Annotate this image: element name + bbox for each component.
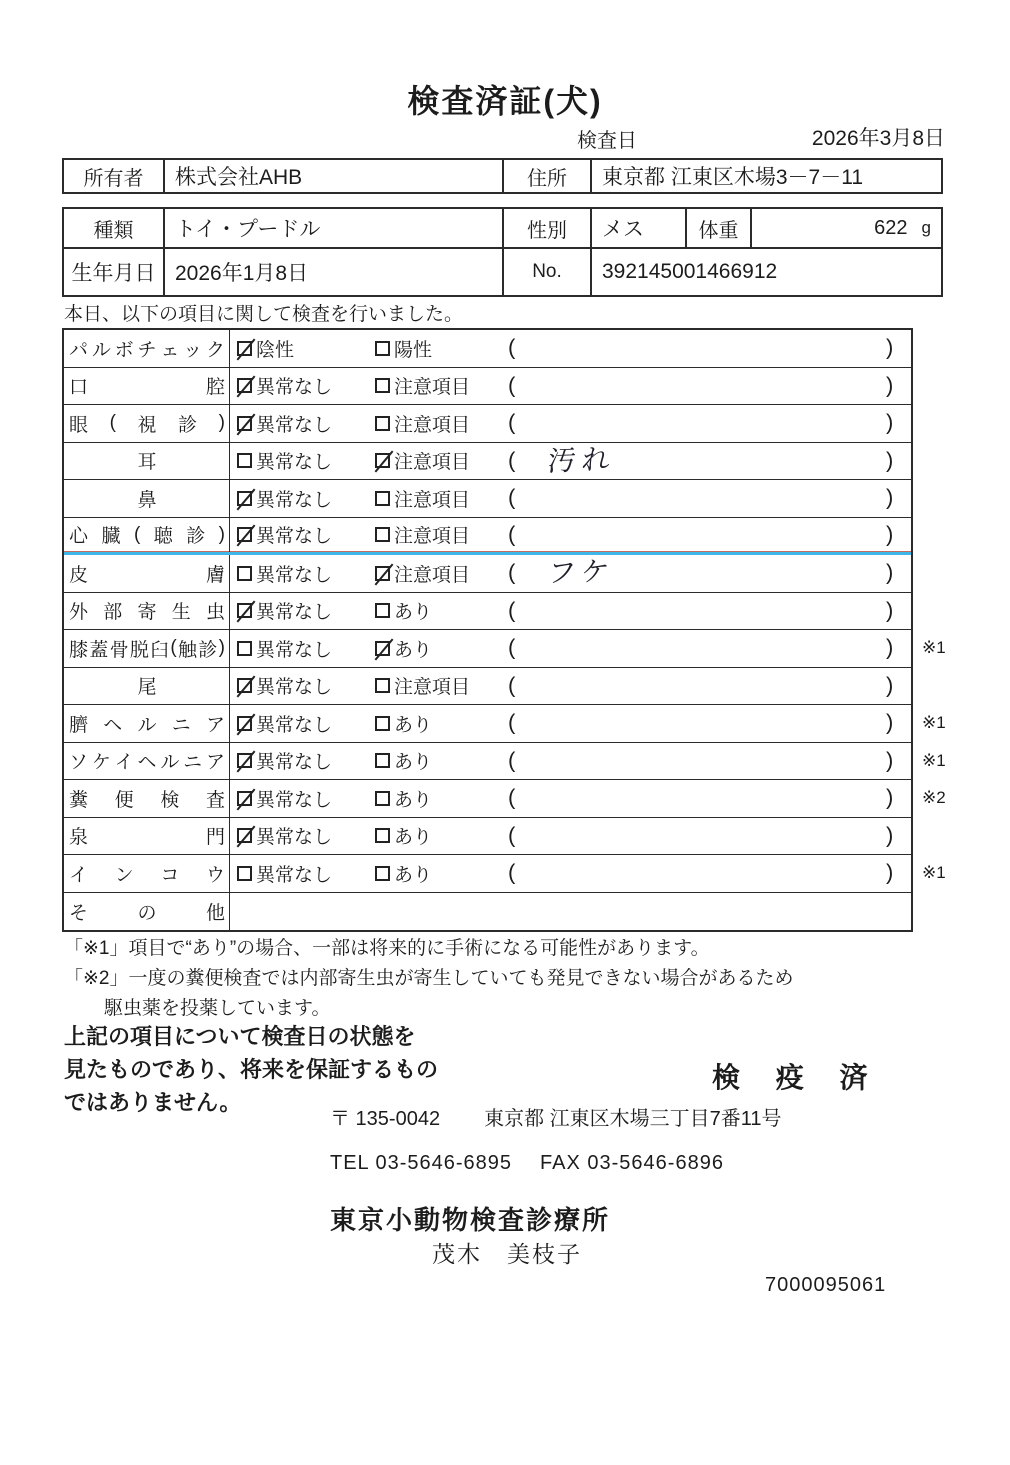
reference-mark: ※1 xyxy=(922,863,946,883)
item-label-char: 虫 xyxy=(205,602,225,624)
empty-checkbox xyxy=(237,866,252,881)
checklist-row xyxy=(64,368,911,406)
result-option-1 xyxy=(237,368,332,405)
clinic-tel: TEL 03-5646-6895 xyxy=(330,1152,513,1174)
clinic-fax: FAX 03-5646-6896 xyxy=(540,1152,724,1174)
note-paren-close: ) xyxy=(886,709,894,735)
result-option-2 xyxy=(375,780,432,817)
note-paren-open: ( xyxy=(508,709,516,735)
sex-value: メス xyxy=(592,209,687,247)
result-option-2 xyxy=(375,668,470,705)
item-label-char: 診 xyxy=(198,639,218,661)
item-result-cell xyxy=(230,818,911,855)
note-paren-open: ( xyxy=(508,747,516,773)
item-label-char: 他 xyxy=(205,902,225,924)
result-option-2 xyxy=(375,555,470,592)
note-paren-close: ) xyxy=(886,521,894,547)
item-result-cell xyxy=(230,518,911,553)
no-label: No. xyxy=(504,249,592,295)
item-result-cell xyxy=(230,668,911,705)
checked-checkbox xyxy=(237,416,252,431)
item-label-char: 蓋 xyxy=(89,639,109,661)
checklist-row xyxy=(64,555,911,593)
checked-checkbox xyxy=(237,491,252,506)
option-1-label: 異常なし xyxy=(256,489,333,511)
birth-value: 2026年1月8日 xyxy=(165,249,504,295)
item-label-char: ソ xyxy=(69,752,89,774)
item-label xyxy=(64,893,230,931)
owner-table xyxy=(62,158,943,194)
item-label-char: ェ xyxy=(160,339,180,361)
item-label-char: 寄 xyxy=(137,602,157,624)
item-result-cell xyxy=(230,705,911,742)
breed-label: 種類 xyxy=(64,209,165,247)
reference-mark: ※2 xyxy=(922,788,946,808)
pet-info-row-1 xyxy=(64,209,941,249)
item-label-char: イ xyxy=(69,864,89,886)
result-option-1 xyxy=(237,855,332,892)
option-1-label: 陰性 xyxy=(256,339,295,361)
item-result-cell xyxy=(230,630,911,667)
result-option-1 xyxy=(237,818,332,855)
item-label-char: ウ xyxy=(205,864,225,886)
quarantine-stamp: 検 疫 済 xyxy=(712,1062,882,1093)
note-paren-close: ) xyxy=(886,334,894,360)
note-paren-open: ( xyxy=(508,334,516,360)
item-label-char: 口 xyxy=(69,377,89,399)
checked-checkbox xyxy=(375,566,390,581)
item-label-char: ヘ xyxy=(137,752,157,774)
page-title: 検査済証(犬) xyxy=(407,83,603,119)
option-2-label: あり xyxy=(394,639,433,661)
option-1-label: 異常なし xyxy=(256,526,333,548)
result-option-2 xyxy=(375,593,432,630)
serial-number: 7000095061 xyxy=(765,1274,887,1296)
checklist-row xyxy=(64,443,911,481)
option-2-label: 注意項目 xyxy=(394,489,471,511)
note-paren-open: ( xyxy=(508,597,516,623)
item-label-char: 臼 xyxy=(150,639,170,661)
clinic-postal-code: 〒 135-0042 xyxy=(330,1108,441,1130)
checked-checkbox xyxy=(237,791,252,806)
note-paren-open: ( xyxy=(508,672,516,698)
checked-checkbox xyxy=(237,378,252,393)
result-option-1 xyxy=(237,668,332,705)
address-value: 東京都 江東区木場3－7－11 xyxy=(602,166,863,189)
item-result-cell xyxy=(230,743,911,780)
item-label xyxy=(64,705,230,742)
reference-mark: ※1 xyxy=(922,638,946,658)
item-label-char: ア xyxy=(205,714,225,736)
empty-checkbox xyxy=(375,491,390,506)
checked-checkbox xyxy=(237,603,252,618)
result-option-2 xyxy=(375,705,432,742)
item-label-char: 膚 xyxy=(205,564,225,586)
item-label xyxy=(64,555,230,592)
checklist-row xyxy=(64,818,911,856)
note-paren-open: ( xyxy=(508,372,516,398)
item-label-char: ( xyxy=(170,637,177,659)
item-label-char: コ xyxy=(160,864,180,886)
checked-checkbox xyxy=(237,716,252,731)
empty-checkbox xyxy=(375,416,390,431)
item-result-cell xyxy=(230,555,911,592)
option-2-label: あり xyxy=(394,864,433,886)
result-option-1 xyxy=(237,743,332,780)
result-option-1 xyxy=(237,780,332,817)
empty-checkbox xyxy=(375,828,390,843)
checked-checkbox xyxy=(237,341,252,356)
empty-checkbox xyxy=(237,453,252,468)
disclaimer-line-1: 上記の項目について検査日の状態を xyxy=(64,1024,416,1049)
exam-date-label: 検査日 xyxy=(577,130,637,152)
checked-checkbox xyxy=(375,453,390,468)
weight-label: 体重 xyxy=(687,209,752,247)
option-1-label: 異常なし xyxy=(256,827,333,849)
owner-value: 株式会社AHB xyxy=(165,160,504,192)
note-paren-close: ) xyxy=(886,559,894,585)
checklist-row xyxy=(64,705,946,743)
note-paren-open: ( xyxy=(508,634,516,660)
empty-checkbox xyxy=(375,527,390,542)
note-paren-open: ( xyxy=(508,559,516,585)
item-label-char: 聴 xyxy=(153,526,173,548)
option-1-label: 異常なし xyxy=(256,677,333,699)
result-option-1 xyxy=(237,593,332,630)
item-label-char: 尾 xyxy=(137,677,157,699)
item-label-char: 査 xyxy=(205,789,225,811)
item-label xyxy=(64,480,230,517)
note-paren-close: ) xyxy=(886,447,894,473)
item-label-char: ( xyxy=(109,412,116,434)
item-label-char: そ xyxy=(69,902,89,924)
empty-checkbox xyxy=(375,716,390,731)
result-option-2 xyxy=(375,518,470,553)
result-option-1 xyxy=(237,405,332,442)
item-label-char: ) xyxy=(218,412,225,434)
item-label-char: 皮 xyxy=(69,564,89,586)
item-label-char: ル xyxy=(137,714,157,736)
item-label-char: 腔 xyxy=(205,377,225,399)
option-2-label: 注意項目 xyxy=(394,414,471,436)
note-paren-close: ) xyxy=(886,372,894,398)
item-label xyxy=(64,443,230,480)
handwritten-note: 汚れ xyxy=(546,443,618,477)
result-option-1 xyxy=(237,443,332,480)
option-1-label: 異常なし xyxy=(256,864,333,886)
item-label-char: ニ xyxy=(171,714,191,736)
checklist-row xyxy=(64,893,911,931)
empty-checkbox xyxy=(237,566,252,581)
item-label xyxy=(64,780,230,817)
item-label-char: 門 xyxy=(205,827,225,849)
empty-checkbox xyxy=(375,866,390,881)
checklist-row xyxy=(64,518,911,556)
option-2-label: 注意項目 xyxy=(394,377,471,399)
item-label-char: ( xyxy=(133,523,141,545)
item-label-char: 泉 xyxy=(69,827,89,849)
note-paren-close: ) xyxy=(886,784,894,810)
checked-checkbox xyxy=(237,753,252,768)
item-label-char: 臍 xyxy=(69,714,89,736)
note-paren-open: ( xyxy=(508,521,516,547)
item-label-char: ボ xyxy=(114,339,134,361)
item-result-cell xyxy=(230,855,911,892)
note-paren-open: ( xyxy=(508,784,516,810)
item-label-char: ニ xyxy=(183,752,203,774)
note-paren-close: ) xyxy=(886,634,894,660)
item-label xyxy=(64,518,230,553)
option-1-label: 異常なし xyxy=(256,564,333,586)
weight-value: 622 xyxy=(874,216,908,239)
checklist-row xyxy=(64,480,911,518)
note-paren-open: ( xyxy=(508,447,516,473)
checked-checkbox xyxy=(237,678,252,693)
option-2-label: 注意項目 xyxy=(394,564,471,586)
option-2-label: 注意項目 xyxy=(394,452,471,474)
owner-label: 所有者 xyxy=(64,160,165,192)
item-label-char: ク xyxy=(205,339,225,361)
clinic-address: 東京都 江東区木場三丁目7番11号 xyxy=(484,1108,782,1130)
item-label-char: 触 xyxy=(178,639,198,661)
note-paren-open: ( xyxy=(508,859,516,885)
no-value: 392145001466912 xyxy=(602,260,778,283)
checklist-table xyxy=(62,328,946,932)
item-label-char: ) xyxy=(218,523,225,545)
weight-cell xyxy=(752,209,941,247)
item-result-cell xyxy=(230,330,911,367)
checklist-row xyxy=(64,630,946,668)
item-label xyxy=(64,368,230,405)
empty-checkbox xyxy=(375,791,390,806)
note-paren-close: ) xyxy=(886,859,894,885)
option-2-label: あり xyxy=(394,789,433,811)
option-1-label: 異常なし xyxy=(256,714,333,736)
item-label-char: イ xyxy=(114,752,134,774)
disclaimer-line-3: ではありません。 xyxy=(64,1090,242,1115)
item-label xyxy=(64,743,230,780)
option-2-label: 陽性 xyxy=(394,339,433,361)
item-result-cell xyxy=(230,893,911,931)
item-label xyxy=(64,630,230,667)
item-label-char: ル xyxy=(160,752,180,774)
item-label-char: 糞 xyxy=(69,789,89,811)
reference-mark: ※1 xyxy=(922,713,946,733)
item-label-char: 心 xyxy=(69,526,89,548)
result-option-1 xyxy=(237,630,332,667)
option-1-label: 異常なし xyxy=(256,602,333,624)
result-option-1 xyxy=(237,330,294,367)
item-label-char: 視 xyxy=(137,414,157,436)
item-label xyxy=(64,330,230,367)
item-label xyxy=(64,818,230,855)
result-option-2 xyxy=(375,368,470,405)
item-result-cell xyxy=(230,443,911,480)
option-1-label: 異常なし xyxy=(256,639,333,661)
breed-value: トイ・プードル xyxy=(165,209,504,247)
result-option-2 xyxy=(375,855,432,892)
reference-mark: ※1 xyxy=(922,750,946,770)
intro-text: 本日、以下の項目に関して検査を行いました。 xyxy=(64,304,464,325)
option-1-label: 異常なし xyxy=(256,414,333,436)
result-option-1 xyxy=(237,705,332,742)
item-label-char: ) xyxy=(218,637,225,659)
clinic-name: 東京小動物検査診療所 xyxy=(330,1205,611,1235)
item-label xyxy=(64,668,230,705)
note-paren-open: ( xyxy=(508,822,516,848)
note-paren-close: ) xyxy=(886,409,894,435)
exam-date-value: 2026年3月8日 xyxy=(811,127,945,150)
item-label-char: 検 xyxy=(160,789,180,811)
option-2-label: あり xyxy=(394,752,433,774)
item-result-cell xyxy=(230,780,911,817)
item-label-char: ル xyxy=(91,339,111,361)
empty-checkbox xyxy=(375,378,390,393)
item-label-char: チ xyxy=(137,339,157,361)
item-label-char: 診 xyxy=(178,414,198,436)
checklist-row xyxy=(64,668,911,706)
pet-info-row-2 xyxy=(64,249,941,295)
result-option-2 xyxy=(375,443,470,480)
empty-checkbox xyxy=(375,341,390,356)
birth-label: 生年月日 xyxy=(64,249,165,295)
result-option-2 xyxy=(375,405,470,442)
item-label-char: ヘ xyxy=(103,714,123,736)
checklist-row xyxy=(64,855,946,893)
note-paren-close: ) xyxy=(886,484,894,510)
item-label-char: 便 xyxy=(114,789,134,811)
clinic-address-line xyxy=(330,1102,782,1131)
note-paren-close: ) xyxy=(886,747,894,773)
checklist-row xyxy=(64,593,911,631)
item-label-char: 骨 xyxy=(109,639,129,661)
sex-label: 性別 xyxy=(504,209,592,247)
item-label-char: ン xyxy=(114,864,134,886)
empty-checkbox xyxy=(375,678,390,693)
option-2-label: あり xyxy=(394,714,433,736)
item-label-char: 膝 xyxy=(69,639,89,661)
footnote-1: 「※1」項目で“あり”の場合、一部は将来的に手術になる可能性があります。 xyxy=(64,938,710,959)
item-label-char: ア xyxy=(205,752,225,774)
option-1-label: 異常なし xyxy=(256,752,333,774)
note-paren-close: ) xyxy=(886,597,894,623)
item-result-cell xyxy=(230,593,911,630)
item-label xyxy=(64,593,230,630)
address-label: 住所 xyxy=(504,160,592,192)
footnote-2: 「※2」一度の糞便検査では内部寄生虫が寄生していても発見できない場合があるため xyxy=(64,968,794,989)
checklist-row xyxy=(64,330,911,368)
item-label-char: ケ xyxy=(91,752,111,774)
checklist-row xyxy=(64,743,946,781)
result-option-2 xyxy=(375,480,470,517)
item-label-char: 外 xyxy=(69,602,89,624)
clinic-tel-line xyxy=(330,1152,724,1175)
note-paren-close: ) xyxy=(886,672,894,698)
handwritten-note: フケ xyxy=(546,555,617,590)
empty-checkbox xyxy=(237,641,252,656)
checked-checkbox xyxy=(237,527,252,542)
option-2-label: あり xyxy=(394,602,433,624)
empty-checkbox xyxy=(375,753,390,768)
pet-info-table xyxy=(62,207,943,297)
option-2-label: 注意項目 xyxy=(394,677,471,699)
item-label-char: 鼻 xyxy=(137,489,157,511)
item-label-char: 生 xyxy=(171,602,191,624)
checklist-row xyxy=(64,405,911,443)
checklist-row xyxy=(64,780,946,818)
item-label-char: 脱 xyxy=(129,639,149,661)
item-label-char: の xyxy=(137,902,157,924)
item-label-char: 眼 xyxy=(69,414,89,436)
empty-checkbox xyxy=(375,603,390,618)
weight-unit: g xyxy=(921,218,931,237)
item-result-cell xyxy=(230,405,911,442)
item-label-char: ッ xyxy=(183,339,203,361)
footnotes xyxy=(64,934,794,1024)
option-1-label: 異常なし xyxy=(256,377,333,399)
note-paren-close: ) xyxy=(886,822,894,848)
result-option-1 xyxy=(237,480,332,517)
note-paren-open: ( xyxy=(508,484,516,510)
result-option-2 xyxy=(375,818,432,855)
item-label-char: 臓 xyxy=(101,526,121,548)
result-option-2 xyxy=(375,743,432,780)
examiner-name: 茂木 美枝子 xyxy=(432,1241,582,1267)
result-option-1 xyxy=(237,518,332,553)
result-option-1 xyxy=(237,555,332,592)
item-label xyxy=(64,855,230,892)
item-result-cell xyxy=(230,368,911,405)
disclaimer-line-2: 見たものであり、将来を保証するもの xyxy=(64,1057,439,1082)
option-1-label: 異常なし xyxy=(256,789,333,811)
item-label-char: 耳 xyxy=(137,452,157,474)
checked-checkbox xyxy=(237,828,252,843)
item-label-char: パ xyxy=(69,339,89,361)
footnote-2-continued: 駆虫薬を投薬しています。 xyxy=(104,998,331,1019)
note-paren-open: ( xyxy=(508,409,516,435)
item-label xyxy=(64,405,230,442)
item-label-char: 診 xyxy=(186,526,206,548)
checked-checkbox xyxy=(375,641,390,656)
item-label-char: 部 xyxy=(103,602,123,624)
option-2-label: あり xyxy=(394,827,433,849)
option-1-label: 異常なし xyxy=(256,452,333,474)
option-2-label: 注意項目 xyxy=(394,526,471,548)
result-option-2 xyxy=(375,330,432,367)
result-option-2 xyxy=(375,630,432,667)
item-result-cell xyxy=(230,480,911,517)
